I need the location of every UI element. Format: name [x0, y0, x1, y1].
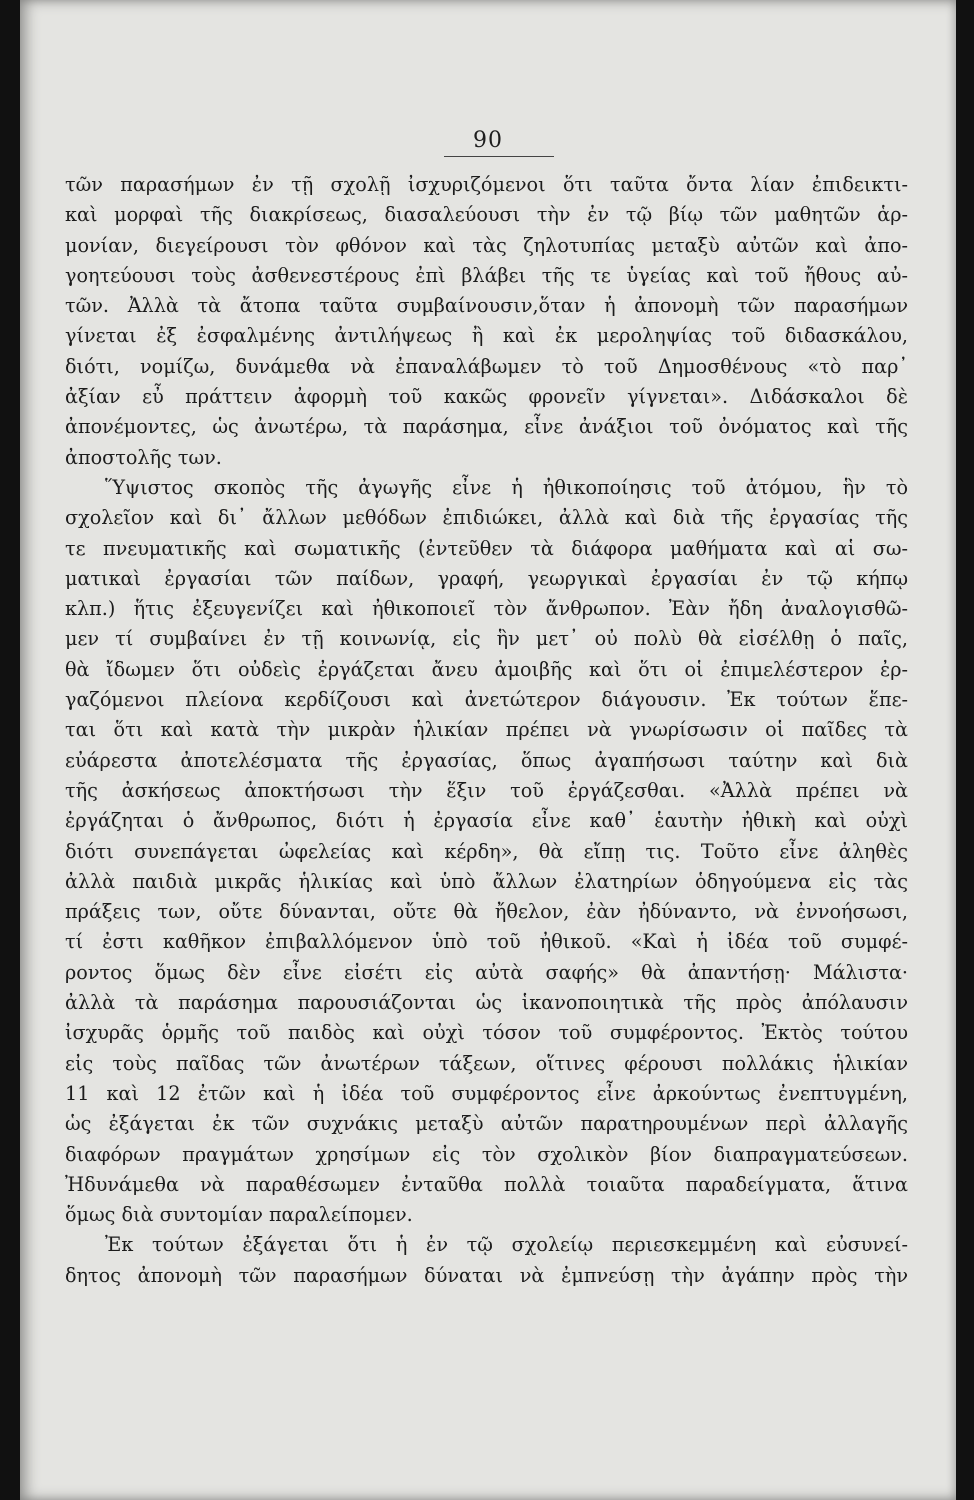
text-line: Ὕψιστος σκοπὸς τῆς ἀγωγῆς εἶνε ἡ ἠθικοποίησις τοῦ ἀτόμου, ἣν τὸ — [105, 475, 908, 499]
text-line: γοητεύουσι τοὺς ἀσθενεστέρους ἐπὶ βλάβει τῆς τε ὑγείας καὶ τοῦ ἤθους αὐ- — [65, 263, 908, 287]
text-line: τί ἐστι καθῆκον ἐπιβαλλόμενον ὑπὸ τοῦ ἠθικοῦ. «Καὶ ἡ ἰδέα τοῦ συμφέ- — [65, 930, 908, 954]
text-line: τῆς ἀσκήσεως ἀποκτήσωσι τὴν ἕξιν τοῦ ἐργάζεσθαι. «Ἀλλὰ πρέπει νὰ — [65, 778, 908, 802]
text-line: μεν τί συμβαίνει ἐν τῇ κοινωνίᾳ, εἰς ἣν μετ᾿ οὐ πολὺ θὰ εἰσέλθῃ ὁ παῖς, — [65, 627, 908, 651]
book-page — [20, 0, 956, 1500]
text-line: τῶν παρασήμων ἐν τῇ σχολῇ ἰσχυριζόμενοι ὅτι ταῦτα ὄντα λίαν ἐπιδεικτι- — [65, 173, 908, 196]
text-line: εὐάρεστα ἀποτελέσματα τῆς ἐργασίας, ὅπως ἀγαπήσωσι ταύτην καὶ διὰ — [65, 748, 908, 772]
text-line: καὶ μορφαὶ τῆς διακρίσεως, διασαλεύουσι τὴν ἐν τῷ βίῳ τῶν μαθητῶν ἁρ- — [65, 203, 908, 227]
text-line: ἀξίαν εὖ πράττειν ἀφορμὴ τοῦ κακῶς φρονεῖν γίγνεται». Διδάσκαλοι δὲ — [65, 385, 908, 409]
text-line: τῶν. Ἀλλὰ τὰ ἄτοπα ταῦτα συμβαίνουσιν,ὅταν ἡ ἀπονομὴ τῶν παρασήμων — [65, 294, 908, 318]
text-line: ροντος ὅμως δὲν εἶνε εἰσέτι εἰς αὐτὰ σαφής» θὰ ἀπαντήσῃ· Μάλιστα· — [65, 960, 908, 984]
text-line: Ἠδυνάμεθα νὰ παραθέσωμεν ἐνταῦθα πολλὰ τοιαῦτα παραδείγματα, ἅτινα — [65, 1172, 908, 1196]
text-line: γίνεται ἐξ ἐσφαλμένης ἀντιλήψεως ἢ καὶ ἐκ μεροληψίας τοῦ διδασκάλου, — [65, 324, 908, 348]
text-line: ἀπονέμοντες, ὡς ἀνωτέρω, τὰ παράσημα, εἶνε ἀνάξιοι τοῦ ὀνόματος καὶ τῆς — [65, 415, 908, 439]
text-line: διαφόρων πραγμάτων χρησίμων εἰς τὸν σχολικὸν βίον διαπραγματεύσεων. — [65, 1142, 908, 1166]
text-line: δητος ἀπονομὴ τῶν παρασήμων δύναται νὰ ἐμπνεύσῃ τὴν ἀγάπην πρὸς τὴν — [65, 1263, 908, 1287]
text-line: γαζόμενοι πλείονα κερδίζουσι καὶ ἀνετώτερον διάγουσιν. Ἐκ τούτων ἕπε- — [65, 688, 908, 712]
text-line: διότι, νομίζω, δυνάμεθα νὰ ἐπαναλάβωμεν τὸ τοῦ Δημοσθένους «τὸ παρ᾿ — [65, 354, 908, 378]
text-line: ὡς ἐξάγεται ἐκ τῶν συχνάκις μεταξὺ αὐτῶν παρατηρουμένων περὶ ἀλλαγῆς — [65, 1112, 908, 1136]
text-line: μονίαν, διεγείρουσι τὸν φθόνον καὶ τὰς ζηλοτυπίας μεταξὺ αὐτῶν καὶ ἀπο- — [65, 233, 908, 257]
text-line: ὅμως διὰ συντομίαν παραλείπομεν. — [65, 1203, 413, 1227]
text-line: ἀποστολῆς των. — [65, 445, 222, 469]
page-number: 90 — [473, 128, 503, 153]
text-line: τε πνευματικῆς καὶ σωματικῆς (ἐντεῦθεν τὰ διάφορα μαθήματα καὶ αἱ σω- — [65, 536, 908, 560]
text-line: ἀλλὰ παιδιὰ μικρᾶς ἡλικίας καὶ ὑπὸ ἄλλων ἐλατηρίων ὁδηγούμενα εἰς τὰς — [65, 869, 908, 893]
body-text — [65, 170, 908, 1291]
text-line: ἰσχυρᾶς ὁρμῆς τοῦ παιδὸς καὶ οὐχὶ τόσον τοῦ συμφέροντος. Ἐκτὸς τούτου — [65, 1021, 908, 1045]
text-line: ματικαὶ ἐργασίαι τῶν παίδων, γραφή, γεωργικαὶ ἐργασίαι ἐν τῷ κήπῳ — [65, 566, 908, 590]
text-line: σχολεῖον καὶ δι᾿ ἄλλων μεθόδων ἐπιδιώκει, ἀλλὰ καὶ διὰ τῆς ἐργασίας τῆς — [65, 506, 908, 530]
header-rule — [444, 156, 554, 157]
text-line: Ἐκ τούτων ἐξάγεται ὅτι ἡ ἐν τῷ σχολείῳ περιεσκεμμένη καὶ εὐσυνεί- — [105, 1233, 908, 1257]
text-line: εἰς τοὺς παῖδας τῶν ἀνωτέρων τάξεων, οἵτινες φέρουσι πολλάκις ἡλικίαν — [65, 1051, 908, 1075]
text-line: διότι συνεπάγεται ὠφελείας καὶ κέρδη», θὰ εἴπῃ τις. Τοῦτο εἶνε ἀληθὲς — [65, 839, 908, 863]
text-line: ἀλλὰ τὰ παράσημα παρουσιάζονται ὡς ἱκανοποιητικὰ τῆς πρὸς ἀπόλαυσιν — [65, 991, 908, 1015]
text-line: κλπ.) ἥτις ἐξευγενίζει καὶ ἠθικοποιεῖ τὸν ἄνθρωπον. Ἐὰν ἤδη ἀναλογισθῶ- — [65, 597, 908, 621]
text-line: ἐργάζηται ὁ ἄνθρωπος, διότι ἡ ἐργασία εἶνε καθ᾿ ἑαυτὴν ἠθικὴ καὶ οὐχὶ — [65, 809, 908, 833]
text-line: 11 καὶ 12 ἐτῶν καὶ ἡ ἰδέα τοῦ συμφέροντος εἶνε ἀρκούντως ἐνεπτυγμένη, — [65, 1081, 908, 1105]
text-line: πράξεις των, οὔτε δύνανται, οὔτε θὰ ἤθελον, ἐὰν ἠδύναντο, νὰ ἐννοήσωσι, — [65, 900, 908, 924]
text-line: θὰ ἴδωμεν ὅτι οὐδεὶς ἐργάζεται ἄνευ ἀμοιβῆς καὶ ὅτι οἱ ἐπιμελέστερον ἐρ- — [65, 657, 908, 681]
text-line: ται ὅτι καὶ κατὰ τὴν μικρὰν ἡλικίαν πρέπει νὰ γνωρίσωσιν οἱ παῖδες τὰ — [65, 718, 908, 742]
